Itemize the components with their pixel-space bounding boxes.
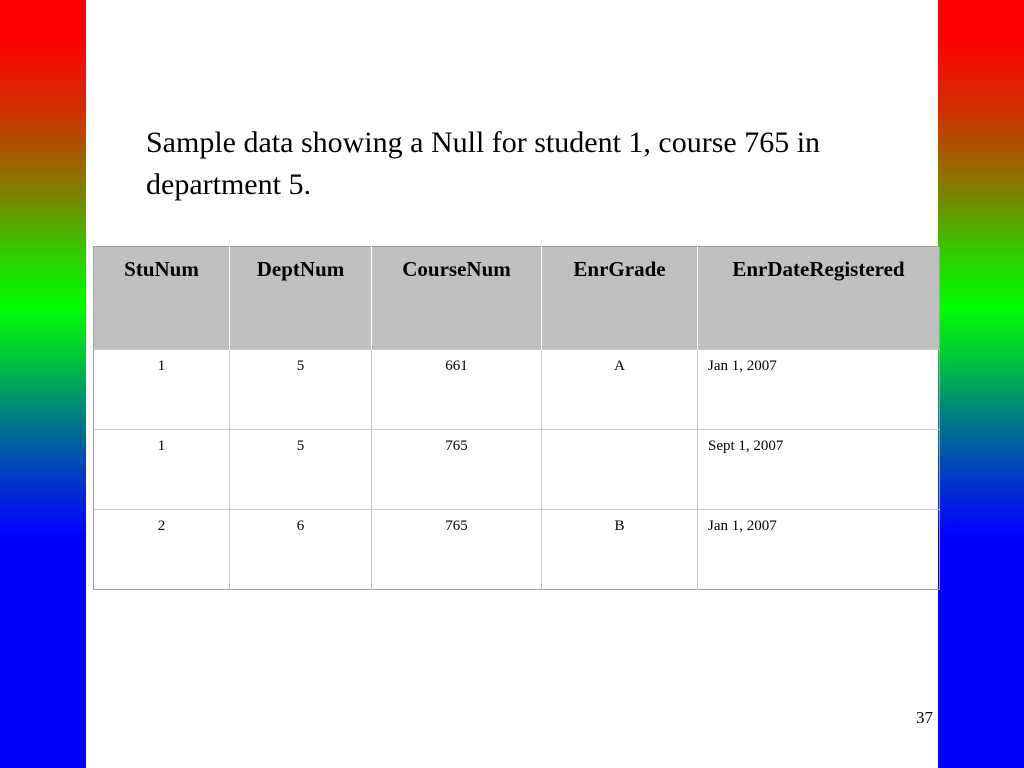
table-row: [94, 430, 940, 510]
cell-stunum: 1: [94, 350, 230, 430]
cell-enrgrade: [542, 430, 698, 510]
cell-stunum: 1: [94, 430, 230, 510]
page-number: 37: [916, 708, 933, 727]
right-gradient-bar: [938, 0, 1024, 768]
cell-enrgrade: B: [542, 510, 698, 590]
table-header-row: [94, 247, 940, 350]
cell-enrgrade: A: [542, 350, 698, 430]
cell-enrdateregistered: Sept 1, 2007: [698, 430, 940, 510]
cell-deptnum: 6: [230, 510, 372, 590]
enrollment-table: [93, 246, 940, 590]
table-row: [94, 350, 940, 430]
cell-enrdateregistered: Jan 1, 2007: [698, 510, 940, 590]
cell-deptnum: 5: [230, 350, 372, 430]
left-gradient-bar: [0, 0, 86, 768]
cell-enrdateregistered: Jan 1, 2007: [698, 350, 940, 430]
column-header-stunum: StuNum: [94, 247, 230, 350]
column-header-enrgrade: EnrGrade: [542, 247, 698, 350]
column-header-coursenum: CourseNum: [372, 247, 542, 350]
cell-deptnum: 5: [230, 430, 372, 510]
cell-stunum: 2: [94, 510, 230, 590]
column-header-deptnum: DeptNum: [230, 247, 372, 350]
cell-coursenum: 661: [372, 350, 542, 430]
table-row: [94, 510, 940, 590]
cell-coursenum: 765: [372, 510, 542, 590]
cell-coursenum: 765: [372, 430, 542, 510]
slide-caption: Sample data showing a Null for student 1, course 765 in department 5.: [146, 126, 821, 201]
column-header-enrdateregistered: EnrDateRegistered: [698, 247, 940, 350]
